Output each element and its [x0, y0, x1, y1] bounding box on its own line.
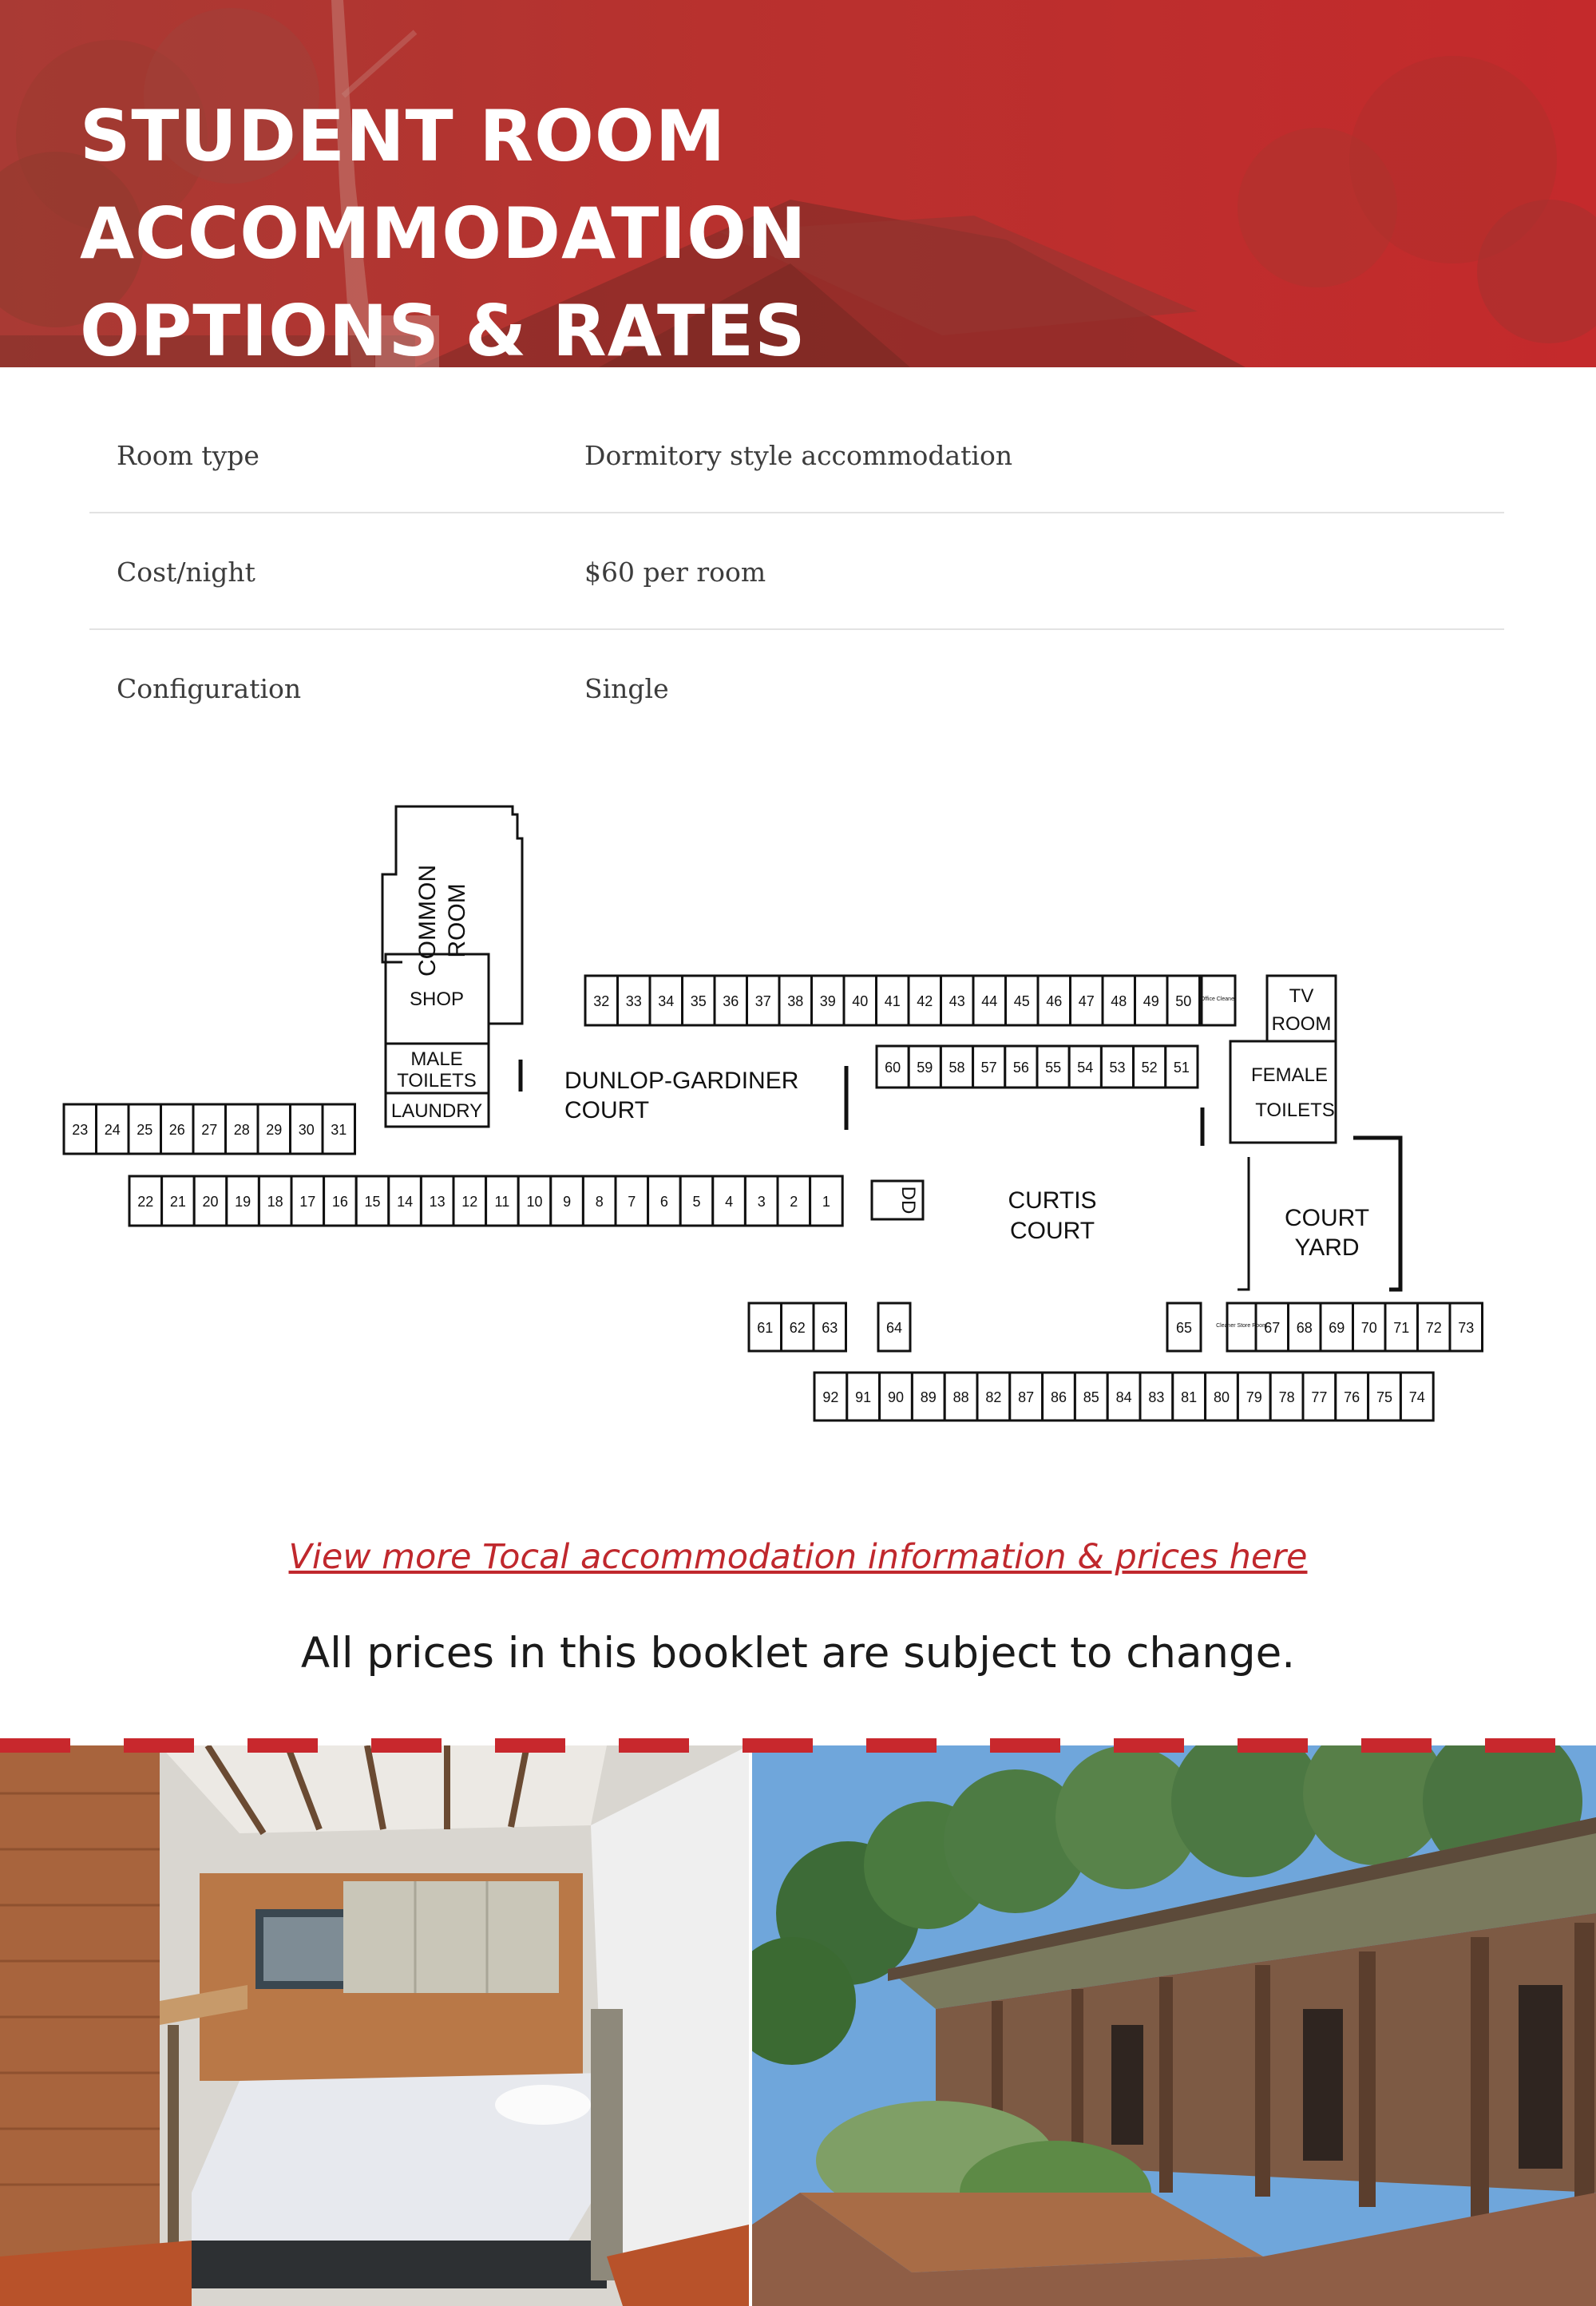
dunlop-court-label: DUNLOP-GARDINER	[564, 1068, 799, 1094]
room-number: 84	[1115, 1389, 1132, 1405]
dunlop-court-label: COURT	[564, 1097, 650, 1123]
room-number: 55	[1045, 1060, 1062, 1076]
room-number: 48	[1111, 993, 1127, 1009]
room-number: 22	[137, 1194, 154, 1210]
room-number: 19	[235, 1194, 251, 1210]
room-number: 36	[723, 993, 739, 1009]
info-label: Room type	[117, 439, 259, 471]
room-number: 89	[920, 1389, 937, 1405]
room-row-row-23-31	[64, 1104, 355, 1154]
room-number: 91	[855, 1389, 872, 1405]
info-row-configuration	[89, 630, 1504, 747]
room-number: 35	[690, 993, 707, 1009]
header-banner	[0, 0, 1596, 367]
common-room-label: ROOM	[444, 883, 470, 958]
room-number: 4	[725, 1194, 734, 1210]
room-number: 44	[981, 993, 998, 1009]
room-number: 1	[822, 1194, 830, 1210]
female-toilets-label: FEMALE	[1250, 1064, 1329, 1086]
room-number: 70	[1360, 1320, 1377, 1336]
room-number: 71	[1393, 1320, 1410, 1336]
info-value: Single	[584, 672, 669, 704]
floor-plan-diagram	[56, 794, 1525, 1433]
courtyard-label: COURT	[1284, 1205, 1370, 1231]
room-number: 9	[563, 1194, 572, 1210]
room-number: 60	[885, 1060, 901, 1076]
room-number: 2	[790, 1194, 798, 1210]
info-label: Configuration	[117, 672, 302, 704]
room-number: 14	[397, 1194, 414, 1210]
room-number: 57	[980, 1060, 997, 1076]
page-title	[80, 88, 1437, 367]
curtis-court-label: COURT	[1009, 1218, 1095, 1244]
female-toilets-box	[1230, 1041, 1336, 1143]
room-number: 13	[429, 1194, 446, 1210]
room-number: 88	[952, 1389, 969, 1405]
room-number: 16	[331, 1194, 348, 1210]
room-number: 68	[1296, 1320, 1313, 1336]
store-room-label: Cleaner Store Room	[1216, 1323, 1267, 1329]
room-number: 43	[948, 993, 965, 1009]
room-number: 75	[1376, 1389, 1393, 1405]
room-row-row-22-1	[129, 1176, 842, 1226]
room-number: 39	[819, 993, 836, 1009]
floor-plan	[56, 794, 1525, 1433]
page-title-line1: STUDENT ROOM ACCOMMODATION	[80, 95, 807, 275]
room-number: 20	[202, 1194, 219, 1210]
room-number: 52	[1141, 1060, 1158, 1076]
room-row-room-65	[1167, 1303, 1201, 1351]
room-number: 92	[822, 1389, 839, 1405]
room-number: 47	[1078, 993, 1095, 1009]
room-number: 56	[1012, 1060, 1029, 1076]
room-number: 69	[1329, 1320, 1345, 1336]
room-number: 51	[1173, 1060, 1190, 1076]
courtyard-photo	[752, 1745, 1596, 2306]
room-number: 65	[1175, 1320, 1193, 1336]
room-number: 23	[72, 1122, 89, 1138]
room-number: 76	[1344, 1389, 1360, 1405]
room-number: 41	[884, 993, 901, 1009]
page-title-line2: OPTIONS & RATES	[80, 290, 806, 367]
room-number: 25	[137, 1122, 153, 1138]
price-change-note: All prices in this booklet are subject to change.	[300, 1629, 1296, 1678]
room-number: 11	[494, 1194, 510, 1210]
room-number: 59	[917, 1060, 933, 1076]
courtyard-wall	[1238, 1157, 1249, 1290]
room-number: 12	[461, 1194, 478, 1210]
room-number: 50	[1175, 993, 1192, 1009]
bedroom-photo	[0, 1745, 749, 2306]
room-number: 49	[1143, 993, 1159, 1009]
room-number: 83	[1148, 1389, 1165, 1405]
room-number: 85	[1083, 1389, 1099, 1405]
room-number: 34	[658, 993, 675, 1009]
room-number: 6	[659, 1194, 668, 1210]
room-number: 24	[104, 1122, 121, 1138]
room-number: 45	[1013, 993, 1030, 1009]
female-toilets-label: TOILETS	[1255, 1100, 1335, 1121]
room-number: 31	[331, 1122, 347, 1138]
courtyard-label: YARD	[1294, 1234, 1360, 1261]
dd-label: DD	[897, 1186, 919, 1214]
info-value: Dormitory style accommodation	[584, 439, 1013, 471]
room-number: 10	[526, 1194, 543, 1210]
room-number: 82	[985, 1389, 1002, 1405]
room-number: 74	[1408, 1389, 1425, 1405]
room-row-row-61-63	[749, 1303, 846, 1351]
room-number: 37	[754, 993, 771, 1009]
info-label: Cost/night	[117, 556, 255, 588]
room-number: 87	[1018, 1389, 1035, 1405]
room-number: 80	[1213, 1389, 1230, 1405]
room-number: 33	[625, 993, 642, 1009]
room-number: 21	[169, 1194, 186, 1210]
room-number: 29	[266, 1122, 283, 1138]
room-number: 42	[917, 993, 933, 1009]
tv-room-label: ROOM	[1271, 1013, 1332, 1035]
shop-label: SHOP	[409, 989, 465, 1010]
room-number: 38	[787, 993, 804, 1009]
info-row-room-type	[89, 397, 1504, 513]
info-value: $60 per room	[584, 556, 766, 588]
room-number: 58	[948, 1060, 965, 1076]
room-number: 77	[1311, 1389, 1328, 1405]
room-row-row-32-50	[585, 976, 1200, 1025]
room-number: 63	[822, 1320, 838, 1336]
room-number: 64	[885, 1320, 903, 1336]
room-number: 30	[298, 1122, 315, 1138]
room-number: 81	[1181, 1389, 1198, 1405]
store-room-label: Office Cleaner	[1200, 996, 1237, 1002]
room-number: 62	[789, 1320, 806, 1336]
room-number: 78	[1278, 1389, 1295, 1405]
room-number: 46	[1046, 993, 1063, 1009]
room-number: 86	[1050, 1389, 1067, 1405]
room-number: 61	[757, 1320, 774, 1336]
room-row-row-67-73	[1256, 1303, 1483, 1351]
room-number: 67	[1264, 1320, 1281, 1336]
info-row-cost	[89, 513, 1504, 630]
male-toilets-label: TOILETS	[397, 1070, 477, 1092]
room-rows	[64, 976, 1483, 1420]
room-number: 3	[757, 1194, 766, 1210]
male-toilets-label: MALE	[410, 1048, 463, 1070]
room-number: 73	[1458, 1320, 1475, 1336]
room-number: 26	[168, 1122, 185, 1138]
room-number: 72	[1425, 1320, 1442, 1336]
room-number: 7	[628, 1194, 636, 1210]
room-number: 32	[593, 993, 610, 1009]
room-number: 18	[267, 1194, 283, 1210]
room-row-row-60-51	[877, 1046, 1198, 1088]
room-row-room-64	[878, 1303, 910, 1351]
more-info-link[interactable]: View more Tocal accommodation information & prices here	[288, 1537, 1308, 1577]
room-number: 54	[1077, 1060, 1094, 1076]
room-number: 90	[887, 1389, 905, 1405]
room-number: 27	[201, 1122, 218, 1138]
room-number: 40	[852, 993, 869, 1009]
laundry-label: LAUNDRY	[390, 1100, 483, 1122]
dashed-divider	[0, 1738, 1596, 1753]
room-number: 8	[595, 1194, 604, 1210]
room-number: 28	[233, 1122, 250, 1138]
tv-room-label: TV	[1289, 985, 1314, 1007]
room-number: 79	[1246, 1389, 1262, 1405]
room-row-row-92-74	[814, 1373, 1433, 1420]
common-room-label: COMMON	[414, 865, 441, 977]
room-number: 53	[1109, 1060, 1126, 1076]
room-number: 5	[692, 1194, 701, 1210]
room-number: 17	[299, 1194, 316, 1210]
curtis-court-label: CURTIS	[1008, 1187, 1097, 1214]
room-number: 15	[364, 1194, 381, 1210]
